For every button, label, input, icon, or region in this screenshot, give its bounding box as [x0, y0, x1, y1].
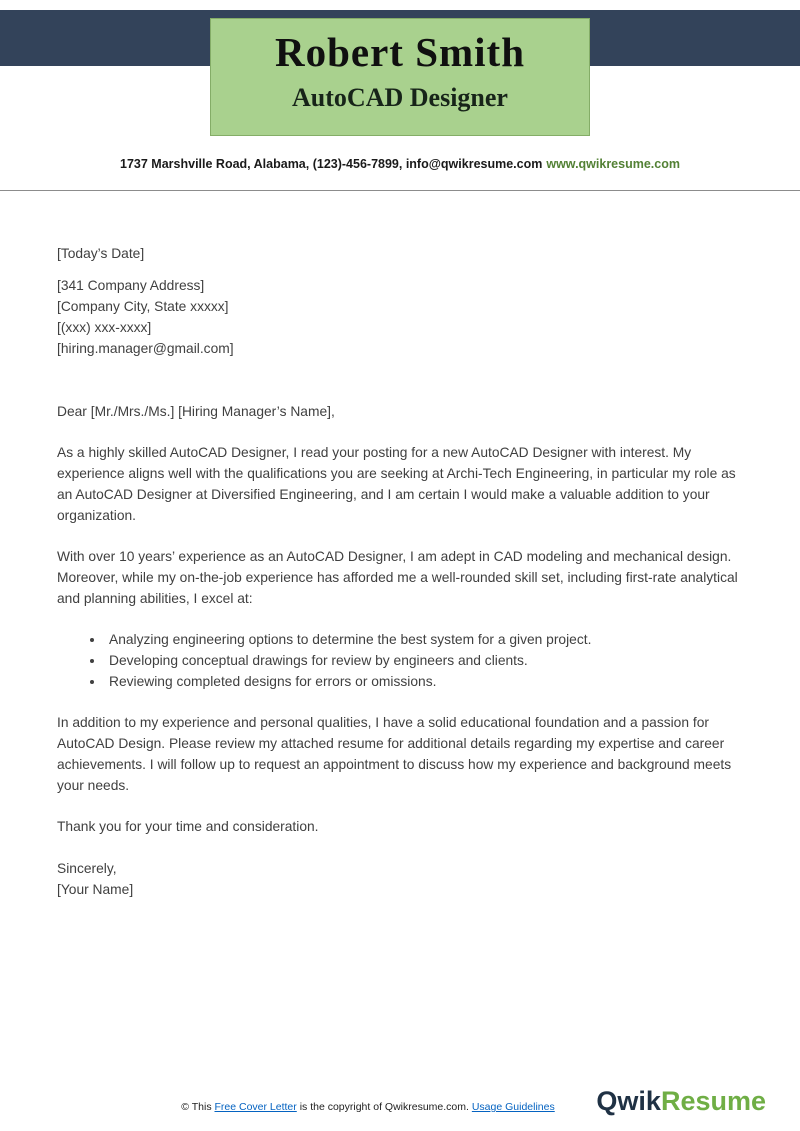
- address-line: [Company City, State xxxxx]: [57, 299, 229, 314]
- copyright-line: [181, 1101, 554, 1113]
- bullet-item: • Analyzing engineering options to determine the best system for a given project.: [105, 629, 740, 650]
- thanks-line: Thank you for your time and consideration.: [57, 819, 319, 834]
- website-link[interactable]: www.qwikresume.com: [546, 157, 680, 171]
- copyright-prefix: © This: [181, 1101, 215, 1113]
- copyright-middle: is the copyright of Qwikresume.com.: [296, 1101, 472, 1113]
- salutation: Dear [Mr./Mrs./Ms.] [Hiring Manager’s Name],: [57, 404, 335, 419]
- paragraph-experience: With over 10 years’ experience as an AutoCAD Designer, I am adept in CAD modeling and mechanical design. Moreover, while my on-the-job experience has afforded me a well-rounded skill set, including first-rate analytical and planning abilities, I excel at:: [57, 549, 738, 606]
- address-line: [hiring.manager@gmail.com]: [57, 341, 234, 356]
- qwikresume-logo[interactable]: [596, 1086, 766, 1117]
- name-title-box: [210, 18, 590, 136]
- usage-guidelines-link[interactable]: Usage Guidelines: [471, 1101, 555, 1113]
- signoff: Sincerely,: [57, 861, 117, 876]
- address-line: [341 Company Address]: [57, 278, 205, 293]
- paragraph-intro: As a highly skilled AutoCAD Designer, I read your posting for a new AutoCAD Designer with interest. My experience aligns well with the qualifications you are seeking at Archi-Tech Engineering, in particular my role as an AutoCAD Designer at Diversified Engineering, and I am certain I would make a valuable addition to your organization.: [57, 445, 736, 523]
- skills-bullet-list: [57, 629, 740, 692]
- letter-body: [57, 243, 740, 900]
- bullet-item: • Developing conceptual drawings for review by engineers and clients.: [105, 650, 740, 671]
- person-name: Robert Smith: [274, 29, 525, 75]
- logo-resume-text: Resume: [660, 1086, 766, 1116]
- contact-line: [0, 157, 800, 171]
- free-cover-letter-link[interactable]: Free Cover Letter: [214, 1101, 297, 1113]
- contact-info: 1737 Marshville Road, Alabama, (123)-456-7899, info@qwikresume.com: [120, 157, 543, 171]
- signature-placeholder: [Your Name]: [57, 882, 134, 897]
- logo-qwik-text: Qwik: [596, 1086, 661, 1116]
- date-placeholder: [Today’s Date]: [57, 246, 145, 261]
- job-title: AutoCAD Designer: [292, 83, 508, 112]
- paragraph-closing: In addition to my experience and personal qualities, I have a solid educational foundation and a passion for AutoCAD Design. Please review my attached resume for additional details regarding my expertise and career achievements. I will follow up to request an appointment to discuss how my experience and background meets your needs.: [57, 715, 732, 793]
- address-line: [(xxx) xxx-xxxx]: [57, 320, 152, 335]
- company-address-block: [57, 275, 740, 359]
- signoff-block: [57, 858, 740, 900]
- bullet-item: • Reviewing completed designs for errors or omissions.: [105, 671, 740, 692]
- page-footer: [0, 1084, 800, 1128]
- header-divider: [0, 190, 800, 191]
